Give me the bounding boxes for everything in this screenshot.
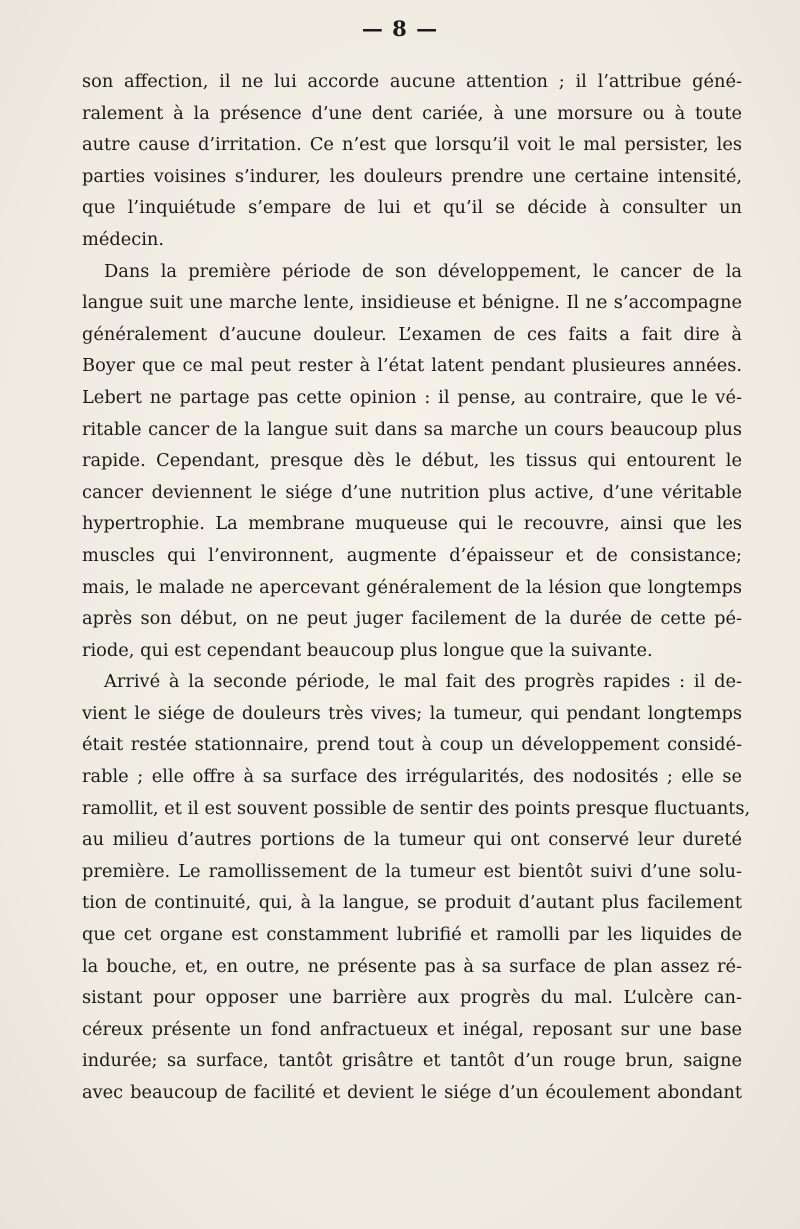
text-line: hypertrophie. La membrane muqueuse qui le recouvre, ainsi que les: [82, 513, 742, 535]
text-line: mais, le malade ne apercevant généralement de la lésion que longtemps: [82, 576, 742, 598]
text-line: médecin.: [82, 228, 165, 250]
text-line: parties voisines s’indurer, les douleurs prendre une certaine intensité,: [82, 165, 742, 187]
text-line: rapide. Cependant, presque dès le début, les tissus qui entourent le: [82, 450, 742, 472]
text-line: Arrivé à la seconde période, le mal fait des progrès rapides : il de-: [104, 671, 742, 693]
text-line: sistant pour opposer une barrière aux progrès du mal. L’ulcère can-: [82, 987, 742, 1009]
page-number: — 8 —: [361, 16, 439, 41]
text-line: vient le siége de douleurs très vives; la tumeur, qui pendant longtemps: [82, 702, 742, 724]
text-line: généralement d’aucune douleur. L’examen de ces faits a fait dire à: [82, 323, 742, 345]
body-text: [82, 66, 751, 1109]
paragraph: [82, 666, 751, 1108]
text-line: autre cause d’irritation. Ce n’est que lorsqu’il voit le mal persister, les: [82, 134, 742, 156]
text-line: que cet organe est constamment lubrifié et ramolli par les liquides de: [82, 924, 742, 946]
text-line: avec beaucoup de facilité et devient le siége d’un écoulement abondant: [82, 1082, 742, 1103]
text-line: que l’inquiétude s’empare de lui et qu’il se décide à consulter un: [82, 197, 742, 219]
text-line: au milieu d’autres portions de la tumeur qui ont conservé leur dureté: [82, 829, 742, 851]
paragraph: [82, 66, 742, 256]
text-line: ramollit, et il est souvent possible de sentir des points presque fluctuants,: [82, 797, 751, 819]
text-line: la bouche, et, en outre, ne présente pas à sa surface de plan assez ré-: [82, 955, 742, 977]
text-line: après son début, on ne peut juger facilement de la durée de cette pé-: [82, 608, 742, 630]
text-line: Dans la première période de son développement, le cancer de la: [104, 260, 742, 282]
text-line: ralement à la présence d’une dent cariée, à une morsure ou à toute: [82, 102, 742, 124]
text-line: indurée; sa surface, tantôt grisâtre et tantôt d’un rouge brun, saigne: [82, 1050, 742, 1072]
text-line: langue suit une marche lente, insidieuse et bénigne. Il ne s’accompagne: [82, 292, 742, 314]
text-line: était restée stationnaire, prend tout à coup un développement considé-: [82, 734, 742, 756]
text-line: cancer deviennent le siége d’une nutrition plus active, d’une véritable: [82, 481, 742, 503]
text-line: riode, qui est cependant beaucoup plus longue que la suivante.: [82, 639, 653, 661]
text-line: tion de continuité, qui, à la langue, se produit d’autant plus facilement: [82, 892, 742, 914]
text-line: ritable cancer de la langue suit dans sa marche un cours beaucoup plus: [82, 418, 742, 440]
text-line: céreux présente un fond anfractueux et inégal, reposant sur une base: [82, 1018, 742, 1040]
text-line: rable ; elle offre à sa surface des irrégularités, des nodosités ; elle se: [82, 766, 742, 788]
text-line: première. Le ramollissement de la tumeur est bientôt suivi d’une solu-: [82, 860, 742, 882]
text-line: son affection, il ne lui accorde aucune attention ; il l’attribue géné-: [82, 71, 742, 92]
text-line: Boyer que ce mal peut rester à l’état latent pendant plusieures années.: [82, 355, 742, 377]
paragraph: [82, 256, 742, 667]
text-line: muscles qui l’environnent, augmente d’épaisseur et de consistance;: [82, 544, 742, 566]
text-line: Lebert ne partage pas cette opinion : il pense, au contraire, que le vé-: [82, 386, 742, 408]
